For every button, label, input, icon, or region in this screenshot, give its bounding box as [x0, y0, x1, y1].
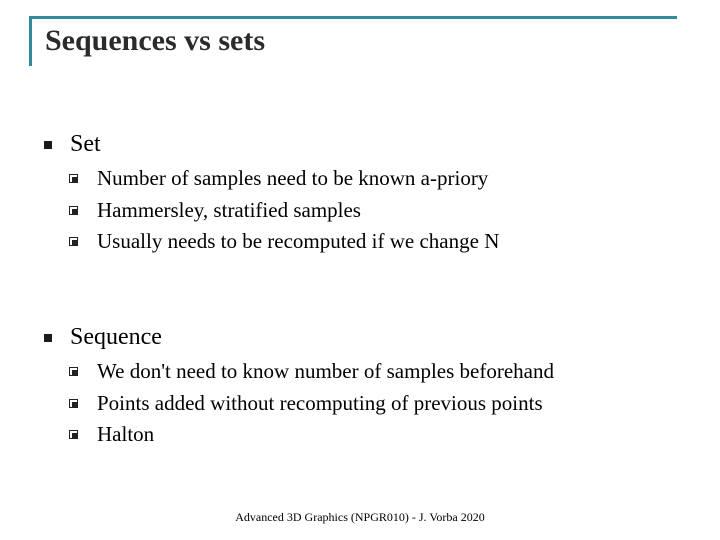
sub-bullet-label: Hammersley, stratified samples [97, 198, 361, 222]
sub-bullet-label: Halton [97, 422, 155, 446]
sub-bullet [97, 229, 499, 254]
sub-bullet [97, 359, 554, 384]
filled-square-bullet-icon [44, 334, 52, 342]
slide-title: Sequences vs sets [45, 24, 266, 57]
sub-bullet [97, 198, 361, 223]
sub-bullet-label: We don't need to know number of samples beforehand [97, 359, 554, 383]
title-top-rule [29, 16, 677, 19]
bullet-set-label: Set [70, 131, 101, 157]
sub-bullet-label: Usually needs to be recomputed if we change N [97, 229, 500, 253]
boxed-square-bullet-icon [69, 237, 78, 246]
filled-square-bullet-icon [44, 141, 52, 149]
title-left-rule [29, 16, 32, 66]
boxed-square-bullet-icon [69, 206, 78, 215]
boxed-square-bullet-icon [69, 174, 78, 183]
slide-footer: Advanced 3D Graphics (NPGR010) - J. Vorba 2020 [235, 510, 485, 524]
sub-bullet [97, 166, 488, 191]
sub-bullet-label: Number of samples need to be known a-priory [97, 166, 489, 190]
boxed-square-bullet-icon [69, 430, 78, 439]
bullet-set [70, 131, 101, 158]
sub-bullet-label: Points added without recomputing of previous points [97, 391, 543, 415]
sub-bullet [97, 391, 543, 416]
boxed-square-bullet-icon [69, 399, 78, 408]
bullet-sequence-label: Sequence [70, 324, 162, 350]
boxed-square-bullet-icon [69, 367, 78, 376]
sub-bullet [97, 422, 154, 447]
bullet-sequence [70, 324, 162, 351]
